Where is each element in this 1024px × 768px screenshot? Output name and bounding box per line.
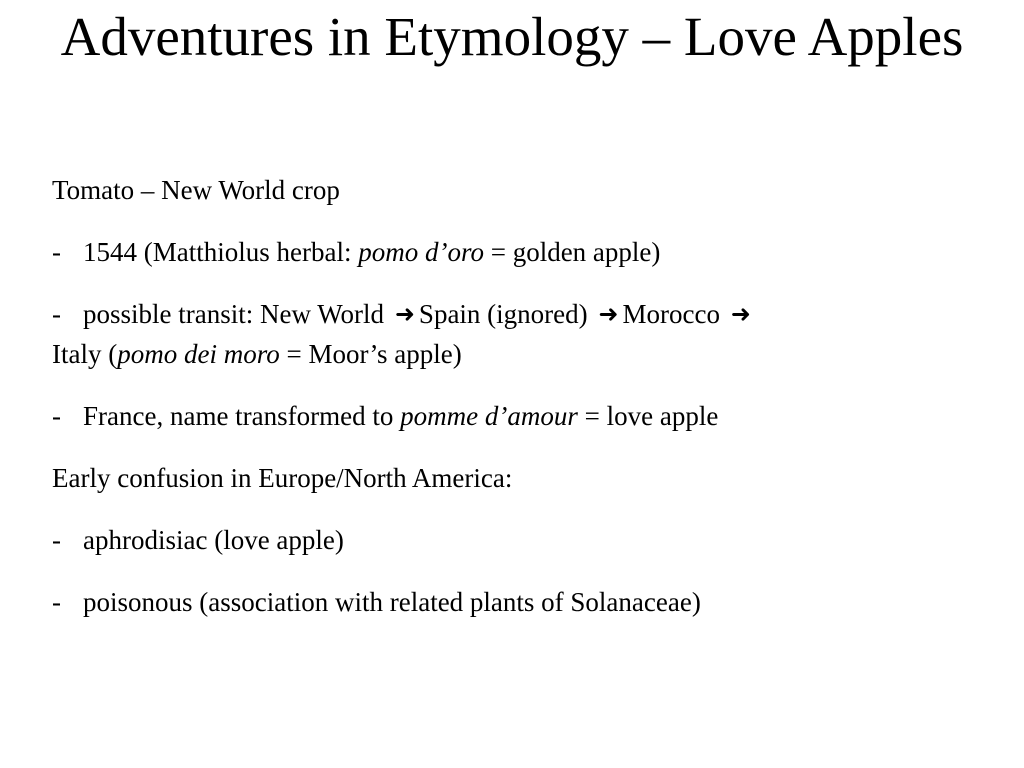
italic-term: pomo d’oro bbox=[358, 237, 484, 267]
bullet-aphrodisiac bbox=[52, 520, 982, 560]
bullet-poisonous bbox=[52, 582, 982, 622]
italic-term: pomme d’amour bbox=[400, 401, 578, 431]
bullet-possible-transit bbox=[52, 294, 982, 374]
bullet-text: possible transit: New World bbox=[83, 299, 385, 329]
bullet-text: Morocco bbox=[622, 299, 720, 329]
bullet-text: = golden apple) bbox=[483, 237, 661, 267]
dash-marker: - bbox=[52, 525, 61, 555]
bullet-text: 1544 (Matthiolus herbal: bbox=[83, 237, 359, 267]
bullet-tomato-origin bbox=[52, 170, 982, 210]
slide-body bbox=[52, 170, 982, 644]
bullet-text: Spain (ignored) bbox=[418, 299, 588, 329]
italic-term: pomo dei moro bbox=[117, 339, 280, 369]
bullet-text: = Moor’s apple) bbox=[279, 339, 462, 369]
bullet-text: = love apple bbox=[577, 401, 719, 431]
bullet-text: Italy ( bbox=[52, 339, 118, 369]
bullet-1544-herbal bbox=[52, 232, 982, 272]
dash-marker: - bbox=[52, 299, 61, 329]
bullet-text: Early confusion in Europe/North America: bbox=[52, 463, 513, 493]
right-arrow-icon: ➜ bbox=[598, 300, 619, 328]
slide-title: Adventures in Etymology – Love Apples bbox=[60, 6, 964, 67]
dash-marker: - bbox=[52, 401, 61, 431]
bullet-text: France, name transformed to bbox=[83, 401, 401, 431]
bullet-text: poisonous (association with related plants of Solanaceae) bbox=[83, 587, 701, 617]
bullet-text: aphrodisiac (love apple) bbox=[83, 525, 344, 555]
bullet-early-confusion bbox=[52, 458, 982, 498]
dash-marker: - bbox=[52, 237, 61, 267]
bullet-france-name bbox=[52, 396, 982, 436]
dash-marker: - bbox=[52, 587, 61, 617]
bullet-text: Tomato – New World crop bbox=[52, 175, 340, 205]
right-arrow-icon: ➜ bbox=[394, 300, 415, 328]
right-arrow-icon: ➜ bbox=[730, 300, 751, 328]
